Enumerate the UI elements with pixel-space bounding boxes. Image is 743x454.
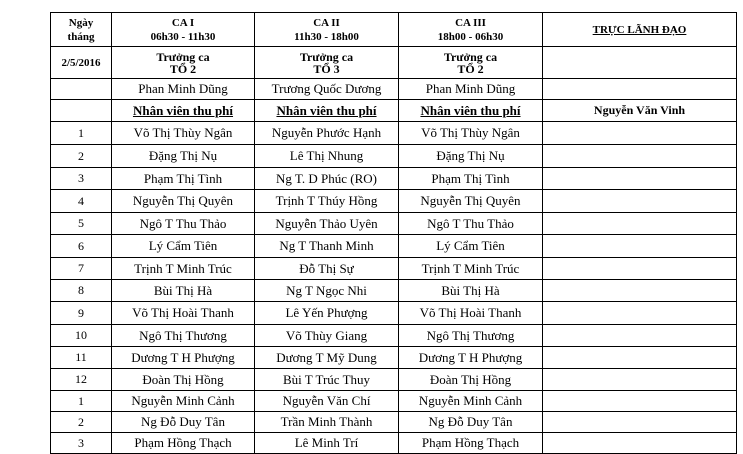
shift2-staff-name: Lê Minh Trí [255,433,399,454]
leader-name: Nguyễn Văn Vinh [543,100,737,122]
shift3-staff-name: Ngô Thị Thương [399,325,543,347]
shift2-staff-name: Nguyễn Phước Hạnh [255,122,399,145]
team-row [51,47,737,79]
shift2-staff-name: Trịnh T Thúy Hồng [255,190,399,213]
shift1-header: CA I 06h30 - 11h30 [112,13,255,47]
shift2-team: Trưởng ca TỔ 3 [255,47,399,79]
shift3-staff-label: Nhân viên thu phí [399,100,543,122]
date-header: Ngày tháng [51,13,112,47]
staff-row [51,280,737,302]
leadership-empty-cell [543,280,737,302]
shift2-staff-name: Bùi T Trúc Thuy [255,369,399,391]
shift2-header: CA II 11h30 - 18h00 [255,13,399,47]
leadership-header: TRỰC LÃNH ĐẠO [543,13,737,47]
supervisor-empty-cell [51,79,112,100]
shift2-supervisor: Trương Quốc Dương [255,79,399,100]
shift1-staff-name: Trịnh T Minh Trúc [112,258,255,280]
header-row [51,13,737,47]
leadership-empty-cell [543,391,737,412]
staff-row [51,145,737,168]
leadership-empty-cell [543,190,737,213]
shift1-staff-name: Ng Đỗ Duy Tân [112,412,255,433]
staff-row [51,258,737,280]
shift-roster-table [50,12,737,454]
shift2-staff-name: Lê Yến Phượng [255,302,399,325]
shift2-staff-name: Ng T Thanh Minh [255,235,399,258]
leadership-empty-cell [543,369,737,391]
shift2-staff-name: Võ Thùy Giang [255,325,399,347]
shift3-supervisor: Phan Minh Dũng [399,79,543,100]
shift3-staff-name: Võ Thị Hoài Thanh [399,302,543,325]
row-number: 7 [51,258,112,280]
staff-row [51,302,737,325]
shift1-staff-name: Đặng Thị Nụ [112,145,255,168]
leadership-empty-cell [543,168,737,190]
shift3-staff-name: Phạm Thị Tình [399,168,543,190]
row-number: 1 [51,391,112,412]
shift2-staff-name: Ng T. D Phúc (RO) [255,168,399,190]
staff-row [51,369,737,391]
shift1-staff-name: Võ Thị Hoài Thanh [112,302,255,325]
shift3-staff-name: Nguyễn Thị Quyên [399,190,543,213]
supervisor-leader-empty-cell [543,79,737,100]
shift3-staff-name: Ngô T Thu Thảo [399,213,543,235]
shift1-staff-name: Ngô Thị Thương [112,325,255,347]
row-number: 1 [51,122,112,145]
shift2-staff-name: Nguyễn Thảo Uyên [255,213,399,235]
shift3-staff-name: Võ Thị Thùy Ngân [399,122,543,145]
supervisor-row [51,79,737,100]
staff-row [51,433,737,454]
row-number: 3 [51,433,112,454]
roster-date: 2/5/2016 [51,47,112,79]
leadership-empty-cell [543,347,737,369]
row-number: 4 [51,190,112,213]
staff-row [51,325,737,347]
row-number: 11 [51,347,112,369]
row-number: 8 [51,280,112,302]
shift2-staff-name: Đỗ Thị Sự [255,258,399,280]
shift3-staff-name: Dương T H Phượng [399,347,543,369]
staff-row [51,168,737,190]
shift1-staff-name: Đoàn Thị Hồng [112,369,255,391]
shift2-staff-name: Lê Thị Nhung [255,145,399,168]
shift3-staff-name: Lý Cẩm Tiên [399,235,543,258]
shift1-staff-name: Ngô T Thu Thảo [112,213,255,235]
leadership-empty-cell [543,258,737,280]
shift3-staff-name: Bùi Thị Hà [399,280,543,302]
row-number: 3 [51,168,112,190]
shift2-staff-name: Trần Minh Thành [255,412,399,433]
shift2-staff-name: Dương T Mỹ Dung [255,347,399,369]
staff-label-row [51,100,737,122]
leadership-empty-cell [543,145,737,168]
staff-row [51,412,737,433]
leadership-empty-cell [543,122,737,145]
row-number: 12 [51,369,112,391]
shift1-staff-name: Nguyễn Minh Cảnh [112,391,255,412]
shift1-supervisor: Phan Minh Dũng [112,79,255,100]
shift3-staff-name: Đoàn Thị Hồng [399,369,543,391]
shift3-staff-name: Trịnh T Minh Trúc [399,258,543,280]
leadership-empty-cell [543,235,737,258]
shift1-staff-name: Bùi Thị Hà [112,280,255,302]
shift1-staff-name: Võ Thị Thùy Ngân [112,122,255,145]
leadership-empty-cell [543,325,737,347]
shift1-staff-name: Lý Cẩm Tiên [112,235,255,258]
row-number: 2 [51,412,112,433]
shift1-staff-name: Phạm Hồng Thạch [112,433,255,454]
leadership-empty-cell [543,302,737,325]
shift3-staff-name: Phạm Hồng Thạch [399,433,543,454]
shift2-staff-name: Ng T Ngọc Nhi [255,280,399,302]
shift1-staff-name: Nguyễn Thị Quyên [112,190,255,213]
staff-row [51,347,737,369]
shift1-staff-name: Phạm Thị Tình [112,168,255,190]
shift3-staff-name: Đặng Thị Nụ [399,145,543,168]
row-number: 10 [51,325,112,347]
leadership-empty-cell [543,412,737,433]
staff-row [51,235,737,258]
staff-row [51,213,737,235]
staff-label-empty-cell [51,100,112,122]
staff-row [51,190,737,213]
leadership-empty-cell [543,47,737,79]
shift2-staff-name: Nguyễn Văn Chí [255,391,399,412]
shift1-team: Trưởng ca TỔ 2 [112,47,255,79]
shift3-team: Trưởng ca TỔ 2 [399,47,543,79]
row-number: 6 [51,235,112,258]
shift1-staff-name: Dương T H Phượng [112,347,255,369]
staff-row [51,391,737,412]
leadership-empty-cell [543,213,737,235]
leadership-empty-cell [543,433,737,454]
staff-row [51,122,737,145]
row-number: 2 [51,145,112,168]
shift1-staff-label: Nhân viên thu phí [112,100,255,122]
shift3-staff-name: Ng Đỗ Duy Tân [399,412,543,433]
shift3-header: CA III 18h00 - 06h30 [399,13,543,47]
row-number: 9 [51,302,112,325]
row-number: 5 [51,213,112,235]
shift3-staff-name: Nguyễn Minh Cảnh [399,391,543,412]
shift2-staff-label: Nhân viên thu phí [255,100,399,122]
